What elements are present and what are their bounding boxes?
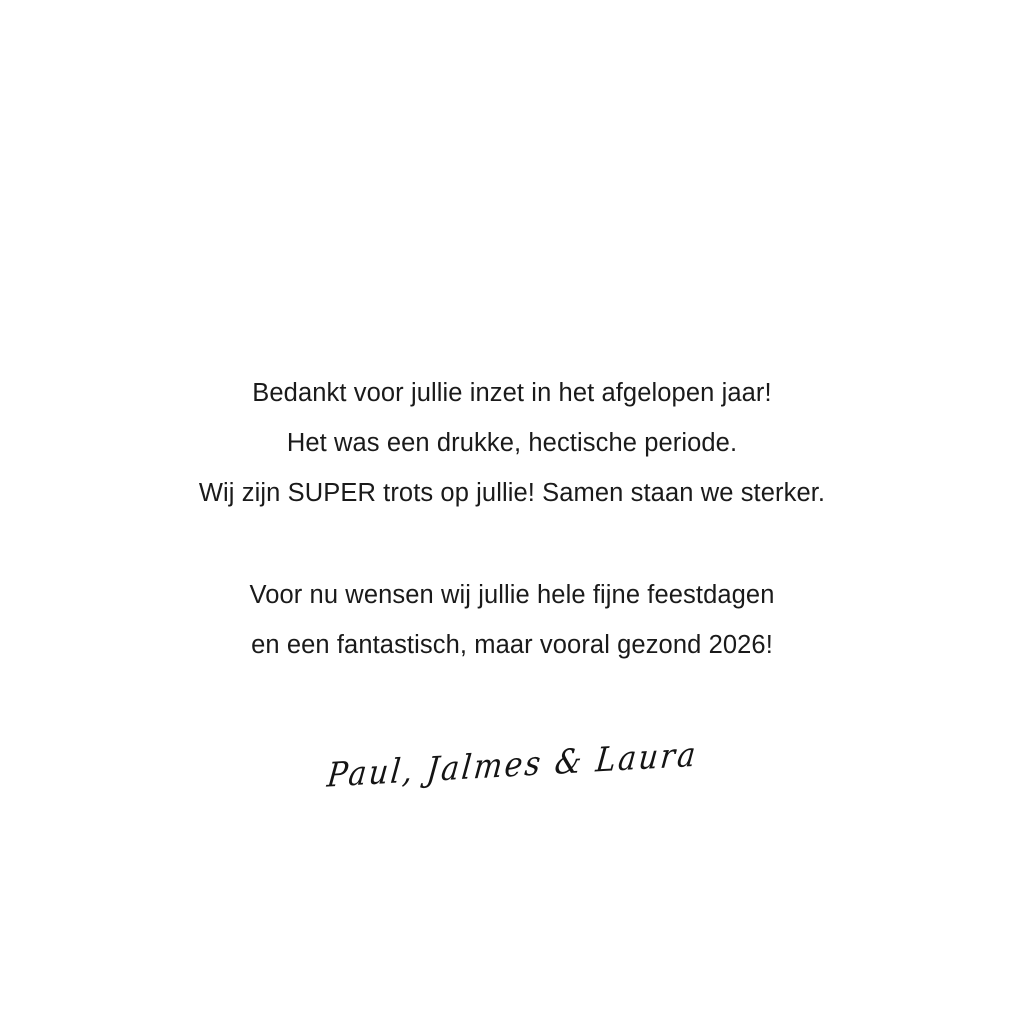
paragraph-spacer bbox=[0, 518, 1024, 570]
signature-text: Paul, Jalmes & Laura bbox=[324, 735, 700, 796]
message-line-1: Bedankt voor jullie inzet in het afgelopen jaar! bbox=[252, 379, 772, 407]
message-line-4: Voor nu wensen wij jullie hele fijne feestdagen bbox=[249, 581, 775, 609]
message-block bbox=[0, 368, 1024, 670]
signature-block bbox=[0, 735, 1024, 796]
message-line-2: Het was een drukke, hectische periode. bbox=[286, 429, 738, 457]
message-line-3: Wij zijn SUPER trots op jullie! Samen staan we sterker. bbox=[198, 479, 826, 507]
message-line-5: en een fantastisch, maar vooral gezond 2026! bbox=[251, 631, 773, 659]
